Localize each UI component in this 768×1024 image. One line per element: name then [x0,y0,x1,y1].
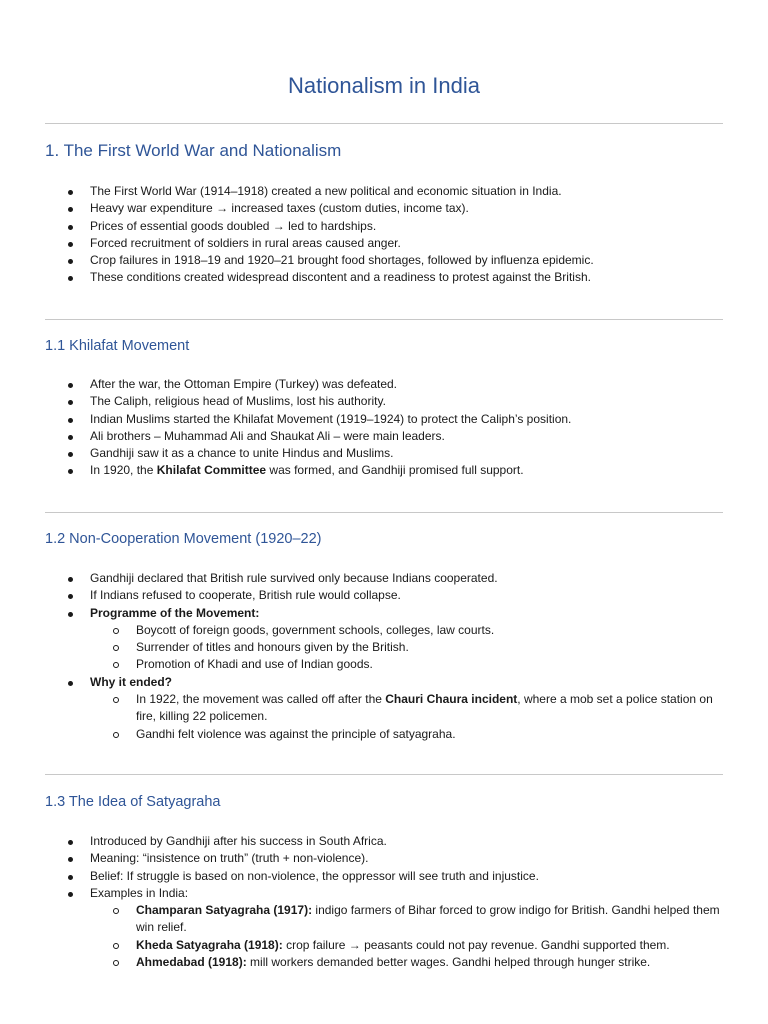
text: In 1920, the [90,463,157,478]
list-item: Heavy war expenditure → increased taxes (custom duties, income tax). [0,200,768,217]
sub-list-item [0,691,768,726]
world-war-list [0,183,768,287]
sub-list-item: Gandhi felt violence was against the principle of satyagraha. [0,726,768,743]
bold-text: Champaran Satyagraha (1917): [136,903,313,918]
text: In 1922, the movement was called off after the [136,692,386,707]
list-item: Belief: If struggle is based on non-violence, the oppressor will see truth and injustice. [0,868,768,885]
section-heading-khilafat: 1.1 Khilafat Movement [45,338,190,354]
text: indigo farmers of Bihar forced to grow indigo for British. Gandhi helped them win relief. [136,903,720,935]
khilafat-list [0,376,768,480]
list-item: Gandhiji declared that British rule survived only because Indians cooperated. [0,570,768,587]
divider [45,319,723,320]
list-item: Prices of essential goods doubled → led to hardships. [0,218,768,235]
section-heading-non-cooperation: 1.2 Non-Cooperation Movement (1920–22) [45,531,322,547]
divider [45,512,723,513]
list-item: Introduced by Gandhiji after his success in South Africa. [0,833,768,850]
section-heading-world-war: 1. The First World War and Nationalism [45,141,342,160]
bold-text: Chauri Chaura incident [385,692,518,707]
bold-text: Why it ended? [90,674,172,689]
examples-sublist [90,902,768,971]
sub-list-item [0,902,768,937]
list-item: Meaning: “insistence on truth” (truth + non-violence). [0,850,768,867]
list-item [0,462,768,479]
list-item: The First World War (1914–1918) created a new political and economic situation in India. [0,183,768,200]
list-item: If Indians refused to cooperate, British rule would collapse. [0,587,768,604]
programme-sublist [90,622,768,674]
list-item [0,605,768,674]
divider [45,774,723,775]
divider [45,123,723,124]
section-heading-satyagraha: 1.3 The Idea of Satyagraha [45,794,221,810]
text: was formed, and Gandhiji promised full support. [266,463,524,478]
list-item: Indian Muslims started the Khilafat Movement (1919–1924) to protect the Caliph’s position. [0,411,768,428]
list-item [0,885,768,971]
text: Examples in India: [90,885,189,900]
list-item: The Caliph, religious head of Muslims, lost his authority. [0,393,768,410]
bold-text: Kheda Satyagraha (1918): [136,937,283,952]
bold-text: Programme of the Movement: [90,605,260,620]
list-item: After the war, the Ottoman Empire (Turkey) was defeated. [0,376,768,393]
why-sublist [90,691,768,743]
list-item: Forced recruitment of soldiers in rural areas caused anger. [0,235,768,252]
list-item: Ali brothers – Muhammad Ali and Shaukat Ali – were main leaders. [0,428,768,445]
sub-list-item [0,954,768,971]
list-item: These conditions created widespread discontent and a readiness to protest against the British. [0,269,768,286]
non-cooperation-list [0,570,768,743]
text: crop failure → peasants could not pay revenue. Gandhi supported them. [282,937,670,952]
list-item [0,674,768,743]
bold-text: Khilafat Committee [156,463,267,478]
sub-list-item [0,937,768,954]
bold-text: Ahmedabad (1918): [136,955,247,970]
sub-list-item: Surrender of titles and honours given by the British. [0,639,768,656]
satyagraha-list [0,833,768,971]
sub-list-item: Boycott of foreign goods, government schools, colleges, law courts. [0,622,768,639]
text: mill workers demanded better wages. Gandhi helped through hunger strike. [246,955,651,970]
list-item: Crop failures in 1918–19 and 1920–21 brought food shortages, followed by influenza epidemic. [0,252,768,269]
text: , where a mob set a police station on fire, killing 22 policemen. [136,692,713,724]
list-item: Gandhiji saw it as a chance to unite Hindus and Muslims. [0,445,768,462]
page-title: Nationalism in India [288,73,480,98]
sub-list-item: Promotion of Khadi and use of Indian goods. [0,656,768,673]
